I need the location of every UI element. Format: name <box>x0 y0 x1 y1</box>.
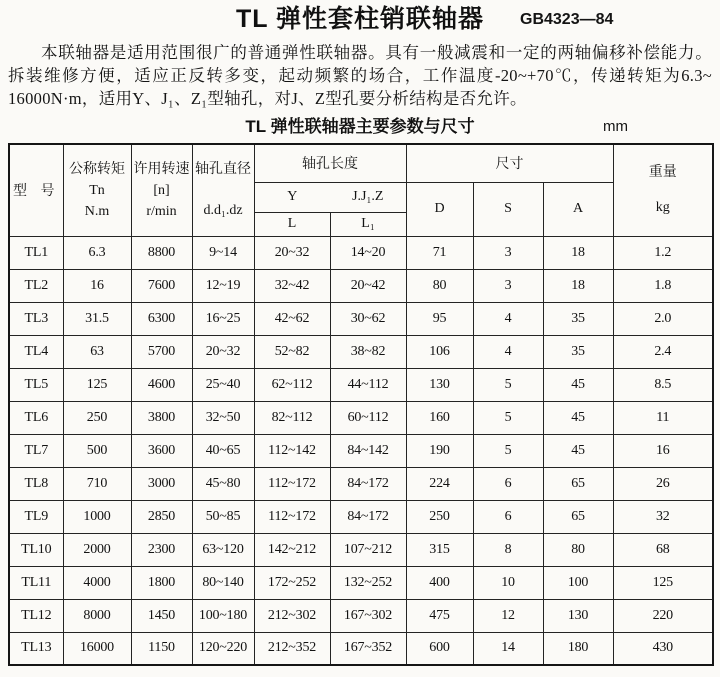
table-row <box>9 500 713 533</box>
value-cell: 84~142 <box>330 434 406 467</box>
value-cell: 112~142 <box>254 434 330 467</box>
value-cell: 8.5 <box>613 368 713 401</box>
value-cell: 190 <box>406 434 473 467</box>
value-cell: 16000 <box>63 632 131 665</box>
header-length-l1: L₁ <box>330 212 406 236</box>
value-cell: 8 <box>473 533 543 566</box>
table-row <box>9 401 713 434</box>
value-cell: 167~352 <box>330 632 406 665</box>
table-row <box>9 368 713 401</box>
value-cell: 112~172 <box>254 500 330 533</box>
value-cell: 1800 <box>131 566 192 599</box>
value-cell: 71 <box>406 236 473 269</box>
value-cell: 16 <box>63 269 131 302</box>
value-cell: 220 <box>613 599 713 632</box>
value-cell: 80 <box>543 533 613 566</box>
value-cell: 2000 <box>63 533 131 566</box>
value-cell: 167~302 <box>330 599 406 632</box>
value-cell: 31.5 <box>63 302 131 335</box>
value-cell: 80~140 <box>192 566 254 599</box>
value-cell: 5700 <box>131 335 192 368</box>
value-cell: 62~112 <box>254 368 330 401</box>
value-cell: 18 <box>543 236 613 269</box>
value-cell: 430 <box>613 632 713 665</box>
value-cell: 500 <box>63 434 131 467</box>
value-cell: 20~32 <box>192 335 254 368</box>
header-dimensions: 尺寸 <box>406 144 613 182</box>
header-permissible-speed: 许用转速 [n] r/min <box>131 144 192 236</box>
value-cell: 82~112 <box>254 401 330 434</box>
header-bore-type-jjz: J.J₁.Z <box>352 189 384 204</box>
value-cell: 5 <box>473 401 543 434</box>
value-cell: 30~62 <box>330 302 406 335</box>
header-length-l: L <box>254 212 330 236</box>
value-cell: 4600 <box>131 368 192 401</box>
value-cell: 35 <box>543 335 613 368</box>
value-cell: 84~172 <box>330 500 406 533</box>
value-cell: 212~352 <box>254 632 330 665</box>
value-cell: 1.8 <box>613 269 713 302</box>
table-row <box>9 599 713 632</box>
table-row <box>9 566 713 599</box>
table-header <box>9 144 713 236</box>
value-cell: 12 <box>473 599 543 632</box>
value-cell: 65 <box>543 467 613 500</box>
value-cell: 14~20 <box>330 236 406 269</box>
value-cell: 63 <box>63 335 131 368</box>
value-cell: 80 <box>406 269 473 302</box>
header-nominal-torque: 公称转矩 Tn N.m <box>63 144 131 236</box>
value-cell: 20~32 <box>254 236 330 269</box>
value-cell: 16~25 <box>192 302 254 335</box>
value-cell: 1150 <box>131 632 192 665</box>
table-row <box>9 236 713 269</box>
value-cell: 5 <box>473 434 543 467</box>
value-cell: 52~82 <box>254 335 330 368</box>
value-cell: 107~212 <box>330 533 406 566</box>
value-cell: 68 <box>613 533 713 566</box>
model-cell: TL4 <box>9 335 63 368</box>
value-cell: 50~85 <box>192 500 254 533</box>
intro-line-3: 16000N·m，适用Y、J₁、Z₁型轴孔，对J、Z型孔要分析结构是否允许。 <box>8 89 527 108</box>
value-cell: 475 <box>406 599 473 632</box>
intro-line-2: 拆装维修方便，适应正反转多变，起动频繁的场合，工作温度-20~+70℃，传递转矩为6.3~ <box>8 66 712 85</box>
value-cell: 14 <box>473 632 543 665</box>
value-cell: 45~80 <box>192 467 254 500</box>
table-row <box>9 302 713 335</box>
value-cell: 2.0 <box>613 302 713 335</box>
value-cell: 2850 <box>131 500 192 533</box>
model-cell: TL10 <box>9 533 63 566</box>
model-cell: TL8 <box>9 467 63 500</box>
value-cell: 3000 <box>131 467 192 500</box>
model-cell: TL11 <box>9 566 63 599</box>
value-cell: 1.2 <box>613 236 713 269</box>
model-cell: TL12 <box>9 599 63 632</box>
value-cell: 125 <box>63 368 131 401</box>
value-cell: 32~50 <box>192 401 254 434</box>
value-cell: 4 <box>473 335 543 368</box>
value-cell: 12~19 <box>192 269 254 302</box>
model-cell: TL7 <box>9 434 63 467</box>
model-cell: TL2 <box>9 269 63 302</box>
title-row <box>0 4 720 34</box>
value-cell: 120~220 <box>192 632 254 665</box>
value-cell: 10 <box>473 566 543 599</box>
value-cell: 180 <box>543 632 613 665</box>
value-cell: 42~62 <box>254 302 330 335</box>
header-dim-a: A <box>543 182 613 236</box>
value-cell: 11 <box>613 401 713 434</box>
header-bore-length: 轴孔长度 <box>254 144 406 182</box>
header-bore-type <box>254 182 406 212</box>
value-cell: 45 <box>543 434 613 467</box>
value-cell: 3 <box>473 236 543 269</box>
table-body <box>9 236 713 665</box>
value-cell: 26 <box>613 467 713 500</box>
value-cell: 106 <box>406 335 473 368</box>
model-cell: TL3 <box>9 302 63 335</box>
header-weight: 重量 kg <box>613 144 713 236</box>
table-row <box>9 632 713 665</box>
value-cell: 6300 <box>131 302 192 335</box>
value-cell: 315 <box>406 533 473 566</box>
standard-number: GB4323—84 <box>520 11 614 28</box>
value-cell: 125 <box>613 566 713 599</box>
header-bore-diameter: 轴孔直径 d.d₁.dz <box>192 144 254 236</box>
value-cell: 38~82 <box>330 335 406 368</box>
model-cell: TL9 <box>9 500 63 533</box>
value-cell: 600 <box>406 632 473 665</box>
value-cell: 130 <box>406 368 473 401</box>
value-cell: 4000 <box>63 566 131 599</box>
value-cell: 3800 <box>131 401 192 434</box>
value-cell: 3 <box>473 269 543 302</box>
value-cell: 7600 <box>131 269 192 302</box>
value-cell: 32 <box>613 500 713 533</box>
value-cell: 25~40 <box>192 368 254 401</box>
value-cell: 84~172 <box>330 467 406 500</box>
value-cell: 250 <box>406 500 473 533</box>
value-cell: 9~14 <box>192 236 254 269</box>
caption-row <box>0 114 720 140</box>
value-cell: 212~302 <box>254 599 330 632</box>
value-cell: 63~120 <box>192 533 254 566</box>
value-cell: 65 <box>543 500 613 533</box>
value-cell: 40~65 <box>192 434 254 467</box>
value-cell: 6 <box>473 500 543 533</box>
header-dim-d: D <box>406 182 473 236</box>
value-cell: 132~252 <box>330 566 406 599</box>
page-title: TL 弹性套柱销联轴器 <box>235 5 485 33</box>
value-cell: 20~42 <box>330 269 406 302</box>
intro-line-1: 本联轴器是适用范围很广的普通弹性联轴器。具有一般减震和一定的两轴偏移补偿能力。 <box>41 43 712 62</box>
table-caption: TL 弹性联轴器主要参数与尺寸 <box>245 117 475 136</box>
value-cell: 142~212 <box>254 533 330 566</box>
value-cell: 172~252 <box>254 566 330 599</box>
intro-paragraph <box>8 41 712 110</box>
value-cell: 4 <box>473 302 543 335</box>
value-cell: 2.4 <box>613 335 713 368</box>
value-cell: 1450 <box>131 599 192 632</box>
value-cell: 60~112 <box>330 401 406 434</box>
value-cell: 400 <box>406 566 473 599</box>
value-cell: 32~42 <box>254 269 330 302</box>
header-model: 型 号 <box>9 144 63 236</box>
value-cell: 45 <box>543 368 613 401</box>
value-cell: 250 <box>63 401 131 434</box>
value-cell: 160 <box>406 401 473 434</box>
value-cell: 5 <box>473 368 543 401</box>
model-cell: TL5 <box>9 368 63 401</box>
model-cell: TL13 <box>9 632 63 665</box>
value-cell: 112~172 <box>254 467 330 500</box>
value-cell: 45 <box>543 401 613 434</box>
table-row <box>9 434 713 467</box>
unit-label: mm <box>603 118 628 135</box>
header-dim-s: S <box>473 182 543 236</box>
model-cell: TL1 <box>9 236 63 269</box>
value-cell: 130 <box>543 599 613 632</box>
value-cell: 710 <box>63 467 131 500</box>
table-row <box>9 467 713 500</box>
value-cell: 2300 <box>131 533 192 566</box>
value-cell: 35 <box>543 302 613 335</box>
value-cell: 100~180 <box>192 599 254 632</box>
value-cell: 1000 <box>63 500 131 533</box>
table-row <box>9 533 713 566</box>
value-cell: 8000 <box>63 599 131 632</box>
value-cell: 6.3 <box>63 236 131 269</box>
value-cell: 95 <box>406 302 473 335</box>
value-cell: 44~112 <box>330 368 406 401</box>
parameters-table <box>8 143 714 666</box>
table-row <box>9 335 713 368</box>
value-cell: 100 <box>543 566 613 599</box>
value-cell: 224 <box>406 467 473 500</box>
value-cell: 16 <box>613 434 713 467</box>
table-row <box>9 269 713 302</box>
value-cell: 6 <box>473 467 543 500</box>
value-cell: 3600 <box>131 434 192 467</box>
value-cell: 8800 <box>131 236 192 269</box>
value-cell: 18 <box>543 269 613 302</box>
model-cell: TL6 <box>9 401 63 434</box>
header-bore-type-y: Y <box>287 189 298 204</box>
